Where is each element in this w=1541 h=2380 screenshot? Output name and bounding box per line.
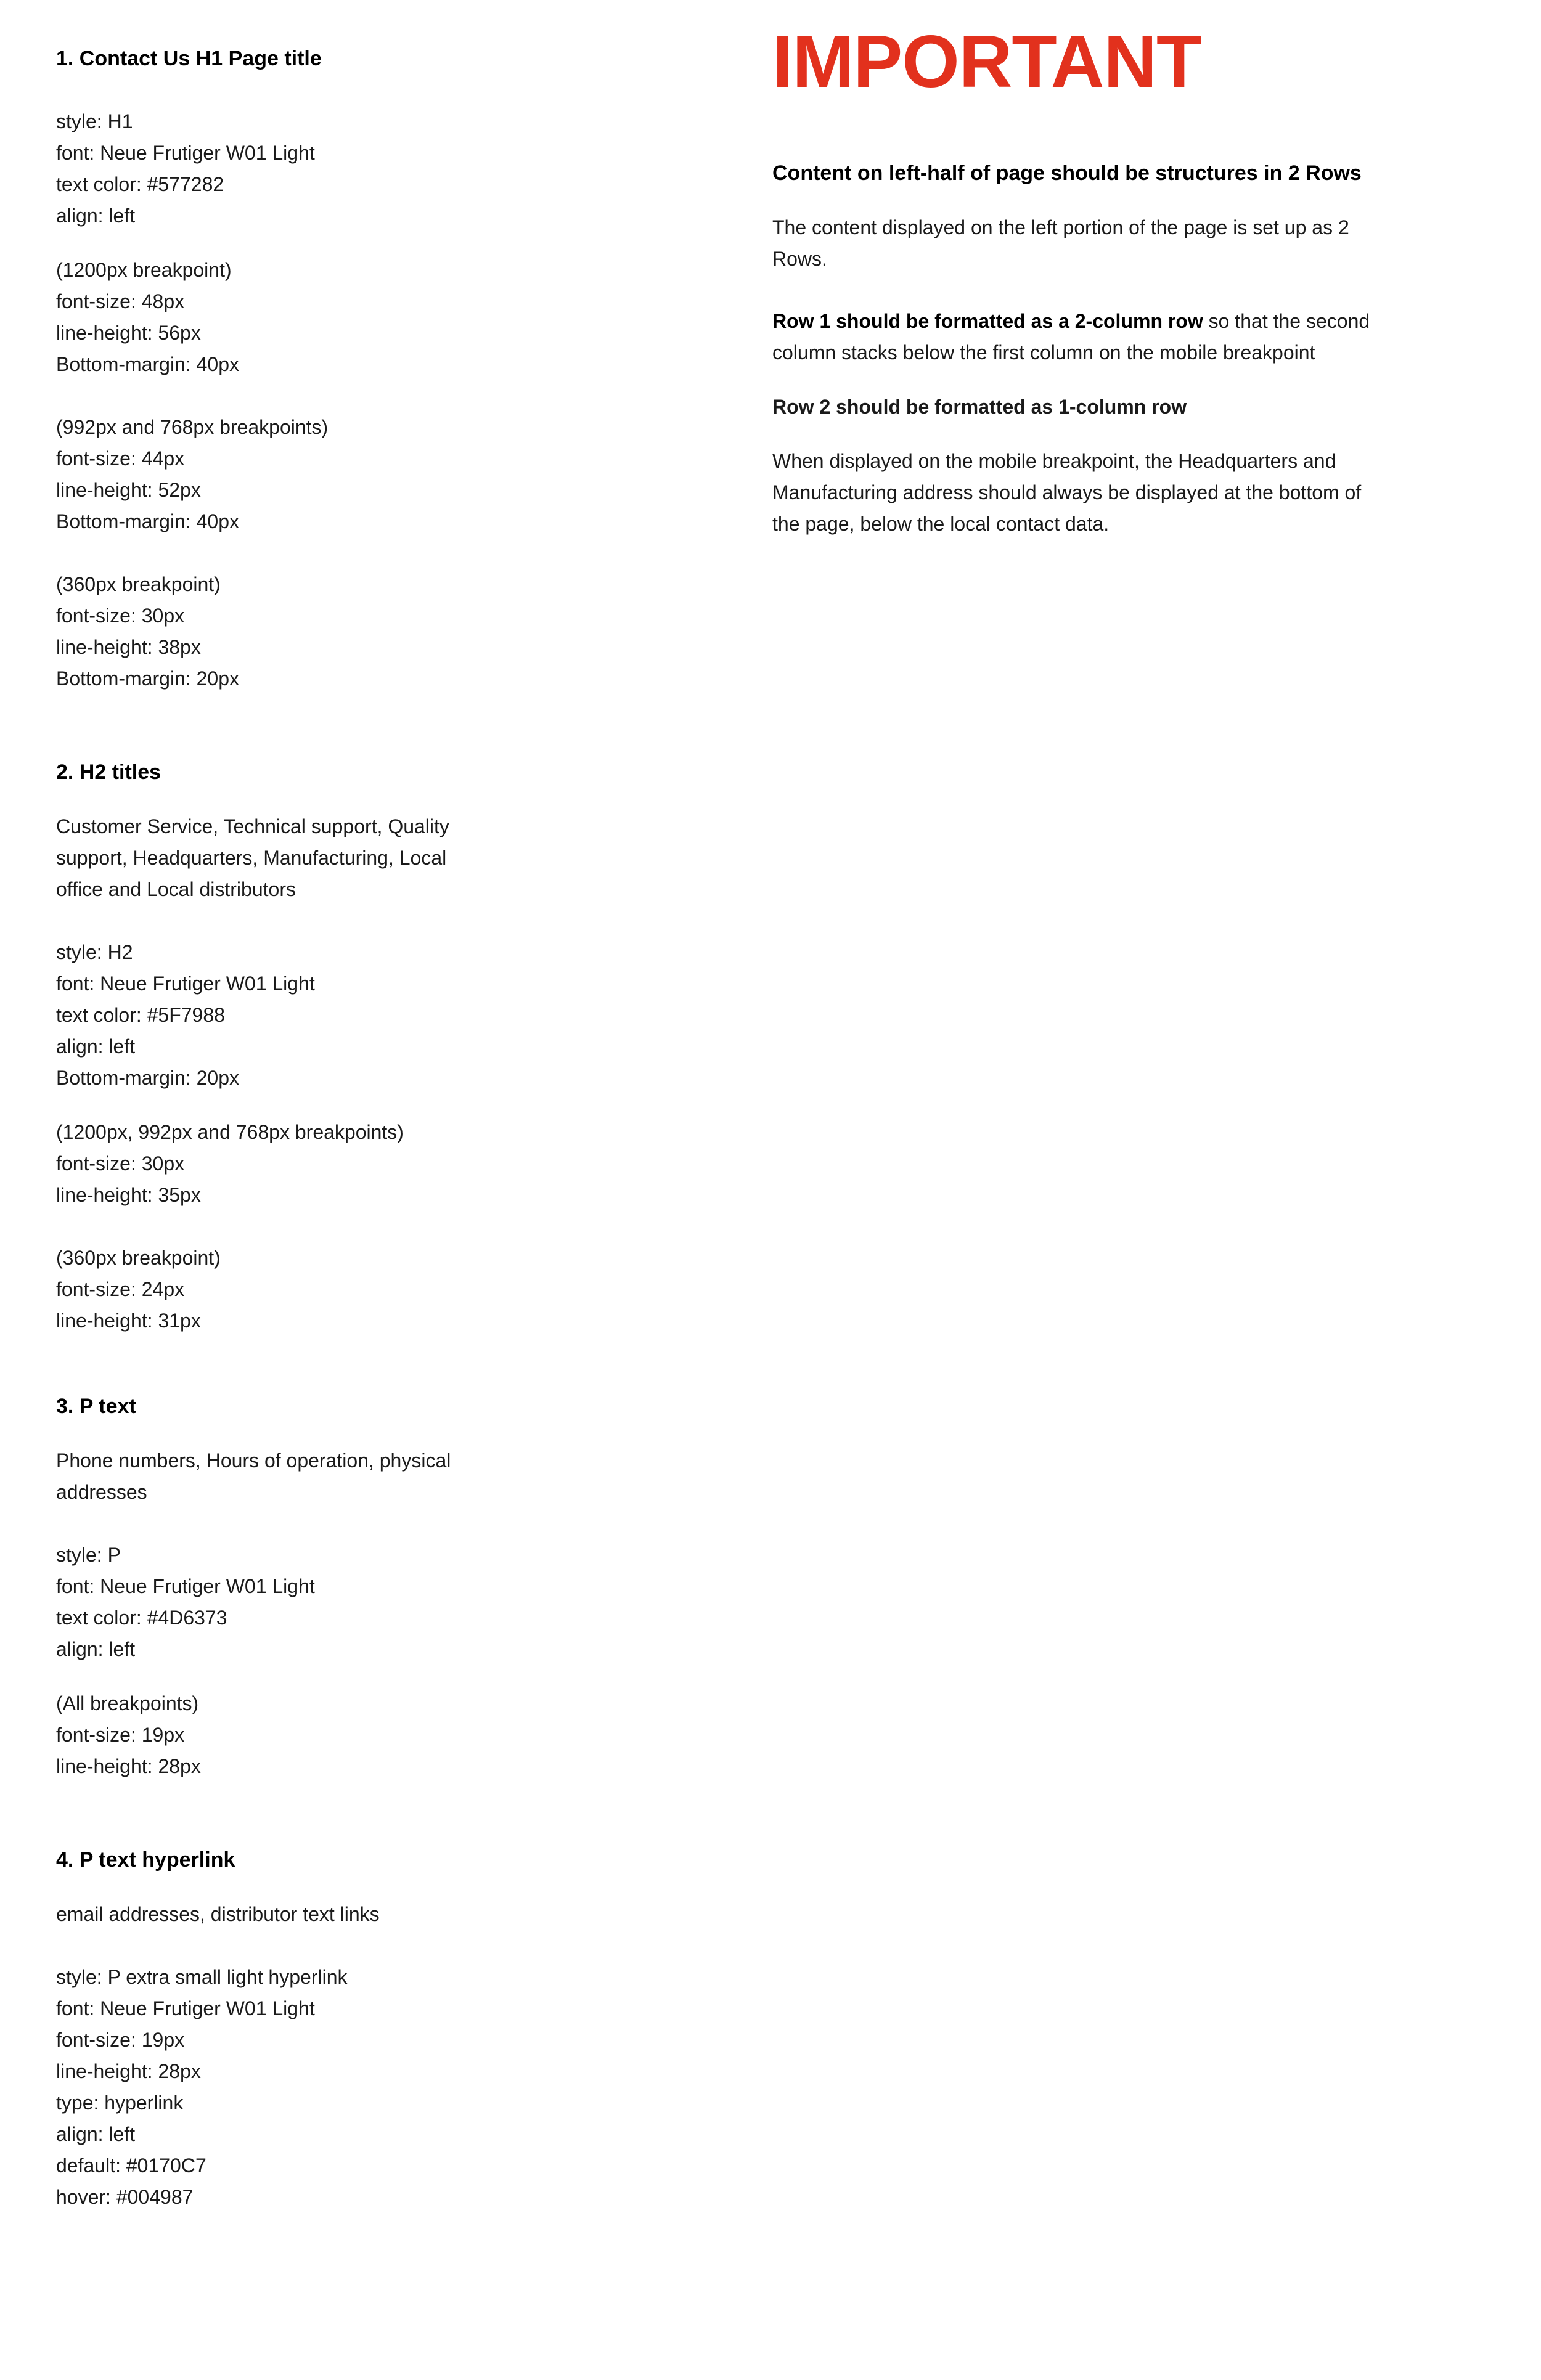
section-description: office and Local distributors (56, 878, 296, 900)
spec-font-size: font-size: 44px (56, 447, 185, 470)
spec-align: align: left (56, 1638, 136, 1660)
spec-font-size: font-size: 19px (56, 1724, 185, 1746)
spec-style: style: P extra small light hyperlink (56, 1966, 348, 1988)
mobile-note: Manufacturing address should always be displayed at the bottom of (772, 481, 1362, 503)
spec-align: align: left (56, 1035, 136, 1058)
spec-font-size: font-size: 30px (56, 605, 185, 627)
spec-font-size: font-size: 24px (56, 1278, 185, 1300)
structure-note: Rows. (772, 248, 827, 270)
spec-align: align: left (56, 2123, 136, 2145)
spec-style: style: P (56, 1544, 121, 1566)
section-title: 4. P text hyperlink (56, 1848, 235, 1872)
spec-font: font: Neue Frutiger W01 Light (56, 142, 315, 164)
spec-line-height: line-height: 35px (56, 1184, 201, 1206)
right-column (772, 18, 1481, 540)
spec-font: font: Neue Frutiger W01 Light (56, 1575, 315, 1597)
structure-note: The content displayed on the left portion of the page is set up as 2 (772, 216, 1349, 238)
mobile-note: the page, below the local contact data. (772, 513, 1110, 535)
spec-style: style: H1 (56, 110, 133, 132)
section-h1-spec (56, 43, 734, 695)
section-description: Customer Service, Technical support, Quality (56, 815, 449, 837)
spec-line-height: line-height: 28px (56, 1755, 201, 1777)
section-p-spec (56, 1391, 734, 1782)
spec-type: type: hyperlink (56, 2092, 184, 2114)
spec-font-size: font-size: 30px (56, 1152, 185, 1175)
spec-bottom-margin: Bottom-margin: 40px (56, 353, 240, 375)
row1-bold: Row 1 should be formatted as a 2-column row (772, 310, 1203, 332)
section-title: 3. P text (56, 1395, 136, 1418)
spec-bottom-margin: Bottom-margin: 20px (56, 1067, 240, 1089)
section-hyperlink-spec (56, 1844, 734, 2213)
spec-font: font: Neue Frutiger W01 Light (56, 972, 315, 995)
section-description: Phone numbers, Hours of operation, physical (56, 1449, 451, 1472)
spec-align: align: left (56, 205, 136, 227)
section-title: 2. H2 titles (56, 760, 161, 784)
row1-note-line2: column stacks below the first column on the mobile breakpoint (772, 341, 1315, 364)
breakpoint-label: (360px breakpoint) (56, 1247, 221, 1269)
section-description: support, Headquarters, Manufacturing, Local (56, 847, 447, 869)
spec-color: text color: #5F7988 (56, 1004, 225, 1026)
row1-rest: so that the second (1203, 310, 1370, 332)
section-title: 1. Contact Us H1 Page title (56, 47, 322, 70)
spec-font: font: Neue Frutiger W01 Light (56, 1997, 315, 2019)
breakpoint-label: (1200px breakpoint) (56, 259, 232, 281)
breakpoint-label: (360px breakpoint) (56, 573, 221, 595)
section-description: email addresses, distributor text links (56, 1903, 380, 1925)
row1-note (772, 306, 1481, 337)
spec-line-height: line-height: 31px (56, 1310, 201, 1332)
spec-bottom-margin: Bottom-margin: 20px (56, 667, 240, 690)
mobile-note: When displayed on the mobile breakpoint, the Headquarters and (772, 450, 1336, 472)
breakpoint-label: (All breakpoints) (56, 1692, 199, 1714)
spec-default-color: default: #0170C7 (56, 2154, 206, 2177)
spec-font-size: font-size: 48px (56, 290, 185, 312)
spec-bottom-margin: Bottom-margin: 40px (56, 510, 240, 532)
row2-note: Row 2 should be formatted as 1-column row (772, 396, 1187, 418)
spec-style: style: H2 (56, 941, 133, 963)
spec-font-size: font-size: 19px (56, 2029, 185, 2051)
spec-line-height: line-height: 28px (56, 2060, 201, 2082)
spec-line-height: line-height: 38px (56, 636, 201, 658)
spec-line-height: line-height: 56px (56, 322, 201, 344)
important-subheading: Content on left-half of page should be structures in 2 Rows (772, 161, 1362, 185)
left-column (56, 43, 734, 2213)
spec-color: text color: #577282 (56, 173, 224, 195)
spec-hover-color: hover: #004987 (56, 2186, 194, 2208)
section-description: addresses (56, 1481, 147, 1503)
spec-line-height: line-height: 52px (56, 479, 201, 501)
breakpoint-label: (1200px, 992px and 768px breakpoints) (56, 1121, 404, 1143)
spec-color: text color: #4D6373 (56, 1607, 227, 1629)
important-heading: IMPORTANT (772, 20, 1201, 103)
section-h2-spec (56, 757, 734, 1337)
breakpoint-label: (992px and 768px breakpoints) (56, 416, 329, 438)
